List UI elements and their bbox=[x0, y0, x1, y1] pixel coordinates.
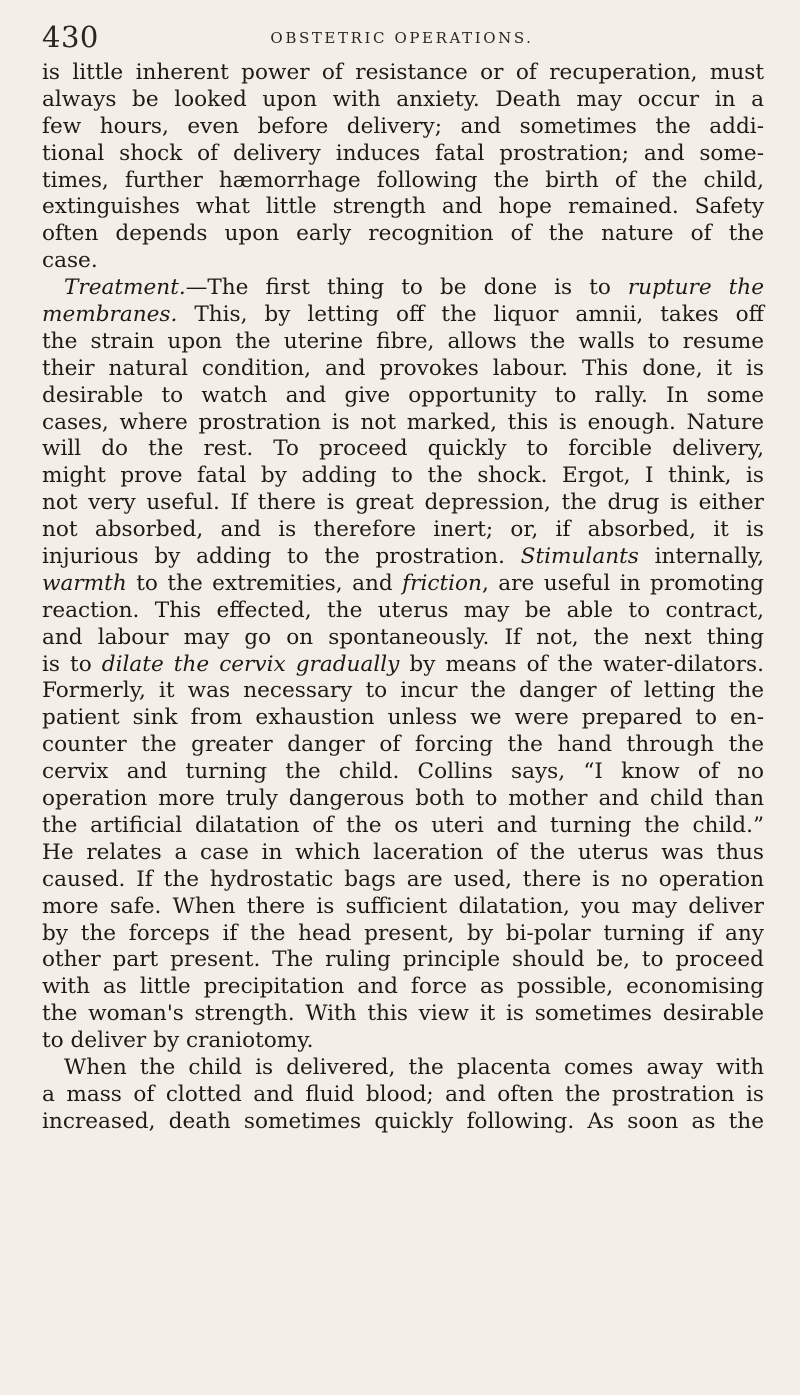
text-line: might prove fatal by adding to the shock. Ergot, I think, is bbox=[42, 463, 764, 489]
text-line: by the forceps if the head present, by bi-polar turning if any bbox=[42, 920, 764, 946]
text-line: always be looked upon with anxiety. Death may occur in a bbox=[42, 86, 764, 112]
text-line: injurious by adding to the prostration. Stimulants internally, bbox=[42, 544, 764, 570]
text-line: not very useful. If there is great depression, the drug is either bbox=[42, 490, 764, 516]
text-line: tional shock of delivery induces fatal prostration; and some- bbox=[42, 140, 764, 166]
text-line: operation more truly dangerous both to mother and child than bbox=[42, 786, 764, 812]
italic-phrase: friction bbox=[402, 570, 482, 596]
text-line: case. bbox=[42, 248, 98, 274]
italic-phrase: dilate the cervix gradually bbox=[101, 651, 400, 677]
text-line: times, further hæmorrhage following the birth of the child, bbox=[42, 167, 764, 193]
text-line: cases, where prostration is not marked, this is enough. Nature bbox=[42, 409, 764, 435]
running-head bbox=[42, 20, 762, 60]
text-line: reaction. This effected, the uterus may be able to contract, bbox=[42, 597, 764, 623]
text-line: Treatment.—The first thing to be done is to rupture the bbox=[64, 275, 764, 301]
body-text bbox=[42, 60, 764, 1136]
text-line: a mass of clotted and fluid blood; and often the prostration is bbox=[42, 1081, 764, 1107]
text-line: the strain upon the uterine fibre, allows the walls to resume bbox=[42, 328, 764, 354]
italic-phrase: membranes. bbox=[42, 302, 178, 328]
text-line: with as little precipitation and force as possible, economising bbox=[42, 974, 764, 1000]
text-line: desirable to watch and give opportunity to rally. In some bbox=[42, 382, 764, 408]
text-line: the artificial dilatation of the os uteri and turning the child.” bbox=[42, 812, 764, 838]
text-line: often depends upon early recognition of the nature of the bbox=[42, 221, 764, 247]
text-line: not absorbed, and is therefore inert; or, if absorbed, it is bbox=[42, 517, 764, 543]
italic-phrase: warmth bbox=[42, 570, 127, 596]
page-number: 430 bbox=[42, 20, 99, 54]
text-line: is little inherent power of resistance or of recuperation, must bbox=[42, 60, 764, 85]
text-line: and labour may go on spontaneously. If not, the next thing bbox=[42, 624, 764, 650]
text-line: cervix and turning the child. Collins says, “I know of no bbox=[42, 759, 764, 785]
italic-phrase: rupture the bbox=[627, 275, 764, 301]
text-line: patient sink from exhaustion unless we were prepared to en- bbox=[42, 705, 764, 731]
italic-phrase: Treatment. bbox=[64, 275, 186, 301]
text-line: caused. If the hydrostatic bags are used, there is no operation bbox=[42, 866, 764, 892]
text-line: will do the rest. To proceed quickly to forcible delivery, bbox=[42, 436, 764, 462]
text-line: Formerly, it was necessary to incur the danger of letting the bbox=[42, 678, 764, 704]
text-line: membranes. This, by letting off the liquor amnii, takes off bbox=[42, 302, 764, 328]
text-line: their natural condition, and provokes labour. This done, it is bbox=[42, 355, 764, 381]
text-line: warmth to the extremities, and friction, are useful in promoting bbox=[42, 570, 764, 596]
running-title: OBSTETRIC OPERATIONS. bbox=[270, 29, 534, 47]
text-line: increased, death sometimes quickly following. As soon as the bbox=[42, 1108, 764, 1134]
text-line: more safe. When there is sufficient dilatation, you may deliver bbox=[42, 893, 764, 919]
text-line: is to dilate the cervix gradually by means of the water-dilators. bbox=[42, 651, 764, 677]
text-line: counter the greater danger of forcing the hand through the bbox=[42, 732, 764, 758]
text-line: the woman's strength. With this view it is sometimes desirable bbox=[42, 1001, 764, 1027]
text-line: When the child is delivered, the placenta comes away with bbox=[64, 1054, 764, 1080]
text-line: few hours, even before delivery; and sometimes the addi- bbox=[42, 113, 764, 139]
text-line: to deliver by craniotomy. bbox=[42, 1028, 314, 1054]
text-line: other part present. The ruling principle should be, to proceed bbox=[42, 947, 764, 973]
italic-phrase: Stimulants bbox=[520, 544, 639, 570]
text-line: extinguishes what little strength and hope remained. Safety bbox=[42, 194, 764, 220]
text-line: He relates a case in which laceration of the uterus was thus bbox=[42, 839, 764, 865]
